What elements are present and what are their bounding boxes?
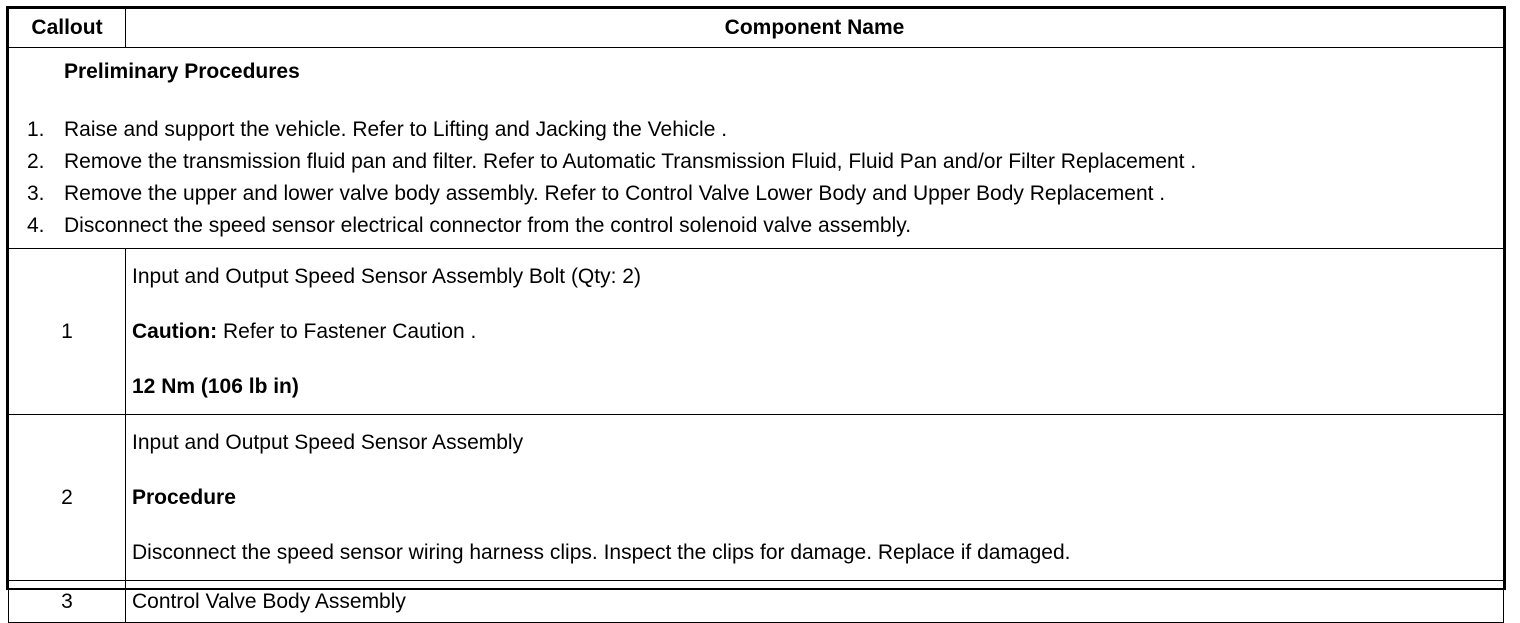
caution-note <box>132 304 1503 359</box>
step-number: 1. <box>27 118 45 141</box>
table-row <box>9 415 1504 581</box>
header-component-name: Component Name <box>126 9 1504 48</box>
procedure-label: Procedure <box>132 485 236 509</box>
preliminary-procedures-title: Preliminary Procedures <box>64 60 300 83</box>
component-name: Input and Output Speed Sensor Assembly Bolt (Qty: 2) <box>132 264 641 288</box>
preliminary-procedures-cell <box>9 48 1504 249</box>
step-text: Disconnect the speed sensor electrical connector from the control solenoid valve assembly. <box>64 214 912 237</box>
table-row <box>9 249 1504 415</box>
preliminary-steps-list <box>9 114 1503 242</box>
list-item <box>9 210 1503 242</box>
table-row <box>9 581 1504 623</box>
step-number: 4. <box>27 214 45 237</box>
list-item <box>9 146 1503 178</box>
step-number: 3. <box>27 182 45 205</box>
table-header-row <box>9 9 1504 48</box>
component-table-frame <box>6 6 1506 613</box>
torque-spec: 12 Nm (106 lb in) <box>132 374 299 398</box>
component-cell <box>126 415 1504 581</box>
callout-number: 1 <box>9 249 126 415</box>
step-number: 2. <box>27 150 45 173</box>
list-item <box>9 178 1503 210</box>
callout-number: 2 <box>9 415 126 581</box>
step-text: Remove the transmission fluid pan and filter. Refer to Automatic Transmission Fluid, Fluid Pan and/or Filter Replacement . <box>64 150 1197 173</box>
component-name: Input and Output Speed Sensor Assembly <box>132 430 524 454</box>
list-item <box>9 114 1503 146</box>
header-callout: Callout <box>9 9 126 48</box>
caution-label: Caution: <box>132 319 218 343</box>
step-text: Raise and support the vehicle. Refer to Lifting and Jacking the Vehicle . <box>64 118 728 141</box>
caution-text: Refer to Fastener Caution . <box>223 319 477 343</box>
procedure-text: Disconnect the speed sensor wiring harness clips. Inspect the clips for damage. Replace if damaged. <box>132 540 1071 564</box>
component-cell <box>126 249 1504 415</box>
preliminary-procedures-row <box>9 48 1504 249</box>
callout-number: 3 <box>9 581 126 623</box>
step-text: Remove the upper and lower valve body assembly. Refer to Control Valve Lower Body and Upper Body Replacement . <box>64 182 1166 205</box>
component-table <box>8 8 1504 623</box>
component-name: Control Valve Body Assembly <box>126 581 1504 623</box>
